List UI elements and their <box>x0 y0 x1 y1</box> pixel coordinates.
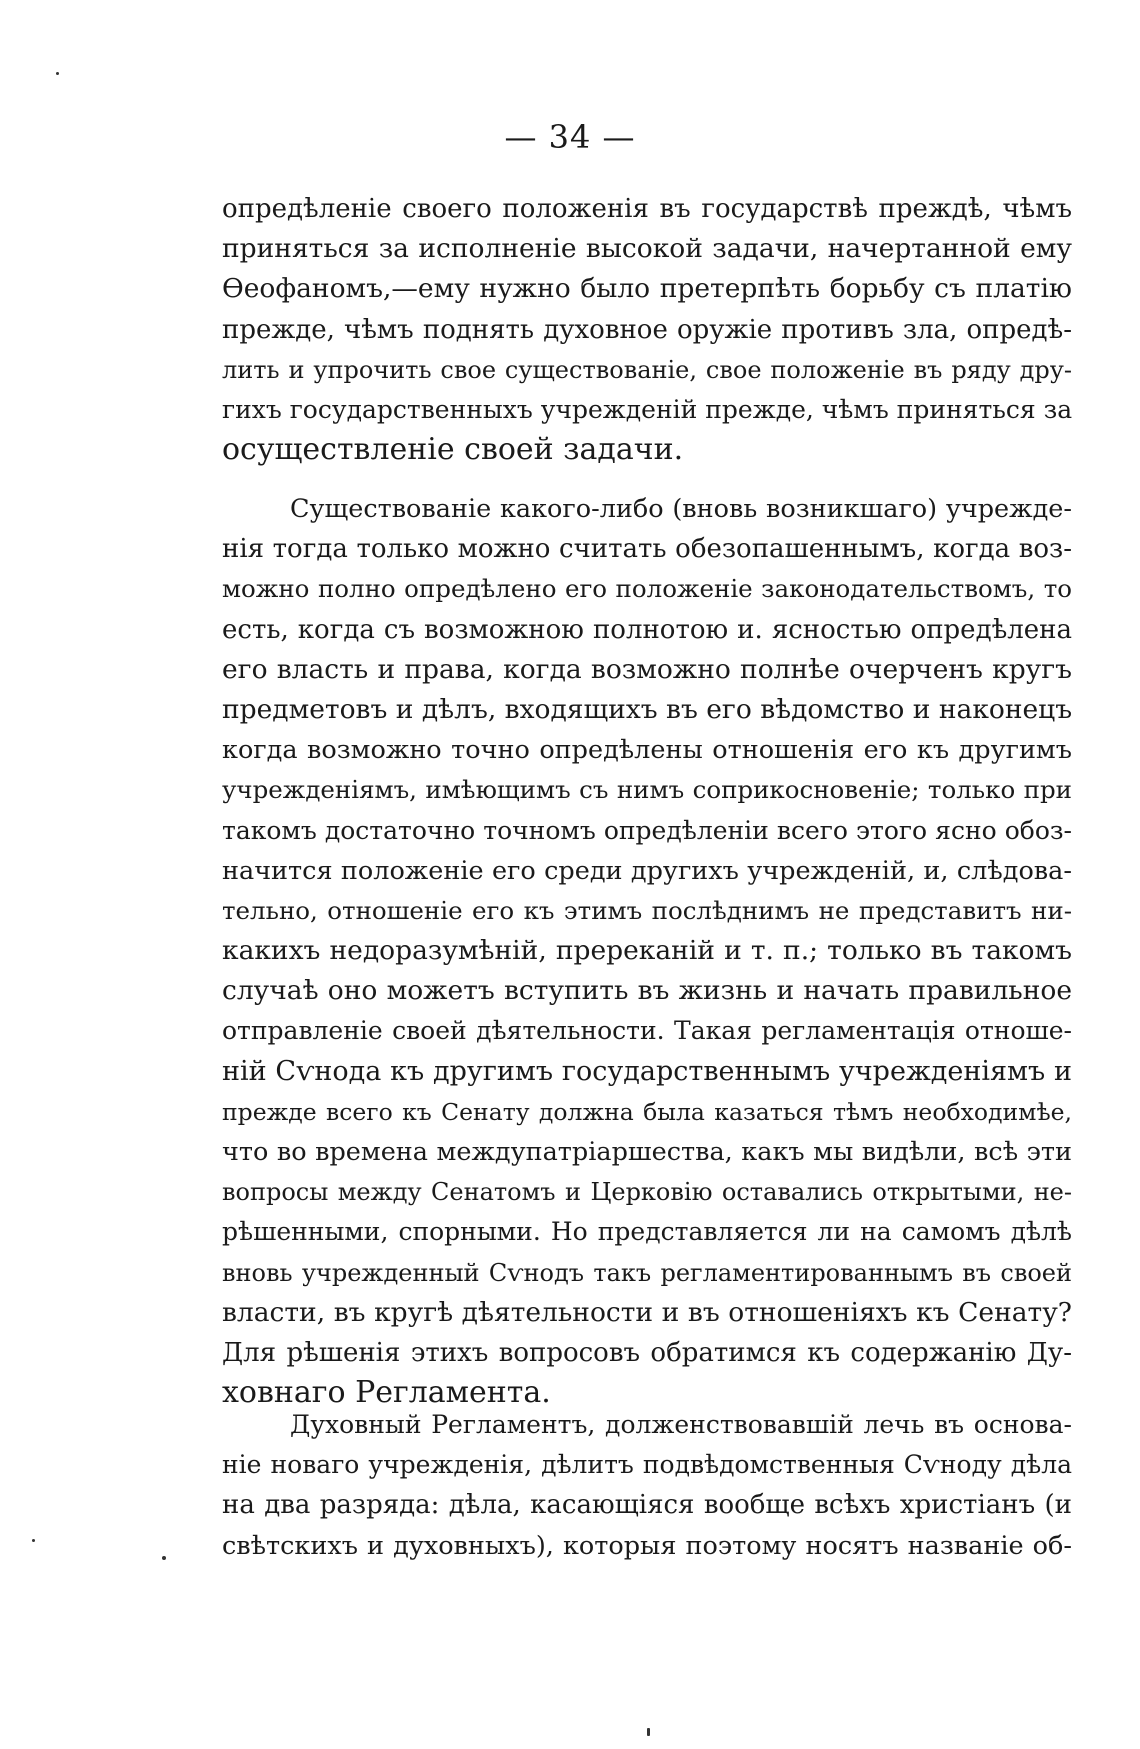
text-line: есть, когда съ возможною полнотою и. ясностью опредѣлена <box>222 614 1072 645</box>
text-line: когда возможно точно опредѣлены отношенія его къ другимъ <box>222 735 1072 766</box>
text-line: нія тогда только можно считать обезопашеннымъ, когда воз- <box>222 534 1072 565</box>
text-line: вопросы между Сенатомъ и Церковію оставались открытыми, не- <box>222 1178 1072 1207</box>
text-line: какихъ недоразумѣній, пререканій и т. п.; только въ такомъ <box>222 935 1072 967</box>
text-line: гихъ государственныхъ учрежденій прежде, чѣмъ приняться за <box>222 394 1072 424</box>
text-line: его власть и права, когда возможно полнѣе очерченъ кругъ <box>222 653 1072 685</box>
text-line: ховнаго Регламента. <box>222 1375 551 1411</box>
print-speck <box>647 1728 650 1736</box>
print-speck <box>32 1539 35 1542</box>
text-line: Существованіе какого-либо (вновь возникшаго) учрежде- <box>290 494 1072 524</box>
text-line: ніе новаго учрежденія, дѣлитъ подвѣдомственныя Сѵноду дѣла <box>222 1450 1072 1480</box>
text-line: учрежденіямъ, имѣющимъ съ нимъ соприкосновеніе; только при <box>222 775 1072 805</box>
text-line: вновь учрежденный Сѵнодъ такъ регламентированнымъ въ своей <box>222 1258 1072 1287</box>
text-line: такомъ достаточно точномъ опредѣленіи всего этого ясно обоз- <box>222 815 1072 845</box>
text-line: случаѣ оно можетъ вступить въ жизнь и начать правильное <box>222 975 1072 1007</box>
text-line: свѣтскихъ и духовныхъ), которыя поэтому носятъ названіе об- <box>222 1530 1072 1561</box>
text-line: опредѣленіе своего положенія въ государствѣ преждѣ, чѣмъ <box>222 194 1072 224</box>
paragraph-1 <box>222 189 1072 470</box>
text-line: что во времена междупатріаршества, какъ мы видѣли, всѣ эти <box>222 1137 1072 1167</box>
text-line: на два разряда: дѣла, касающіяся вообще всѣхъ христіанъ (и <box>222 1490 1072 1521</box>
text-line: лить и упрочить свое существованіе, свое положеніе въ ряду дру- <box>222 355 1072 384</box>
text-line: отправленіе своей дѣятельности. Такая регламентація отноше- <box>222 1016 1072 1046</box>
text-line: власти, въ кругѣ дѣятельности и въ отношеніяхъ къ Сенату? <box>222 1296 1072 1328</box>
text-line: тельно, отношеніе его къ этимъ послѣднимъ не представитъ ни- <box>222 895 1072 925</box>
text-line: ній Сѵнода къ другимъ государственнымъ учрежденіямъ и <box>222 1055 1072 1087</box>
text-line: Ѳеофаномъ,—ему нужно было претерпѣть борьбу съ платію <box>222 273 1072 305</box>
text-line: прежде всего къ Сенату должна была казаться тѣмъ необходимѣе, <box>222 1097 1072 1126</box>
page-number: — 34 — <box>504 118 636 156</box>
text-line: рѣшенными, спорными. Но представляется ли на самомъ дѣлѣ <box>222 1217 1072 1247</box>
text-line: приняться за исполненіе высокой задачи, начертанной ему <box>222 233 1072 265</box>
paragraph-3 <box>222 1405 1072 1566</box>
text-line: Для рѣшенія этихъ вопросовъ обратимся къ содержанію Ду- <box>222 1337 1072 1368</box>
print-speck <box>162 1556 166 1560</box>
paragraph-2 <box>222 489 1072 1413</box>
text-line: осуществленіе своей задачи. <box>222 432 684 468</box>
text-line: начится положеніе его среди другихъ учрежденій, и, слѣдова- <box>222 855 1072 886</box>
print-speck <box>56 72 59 75</box>
text-line: Духовный Регламентъ, долженствовавшій лечь въ основа- <box>290 1410 1072 1439</box>
text-line: можно полно опредѣлено его положеніе законодательствомъ, то <box>222 574 1072 604</box>
text-line: прежде, чѣмъ поднять духовное оружіе противъ зла, опредѣ- <box>222 314 1072 345</box>
text-line: предметовъ и дѣлъ, входящихъ въ его вѣдомство и наконецъ <box>222 693 1072 725</box>
